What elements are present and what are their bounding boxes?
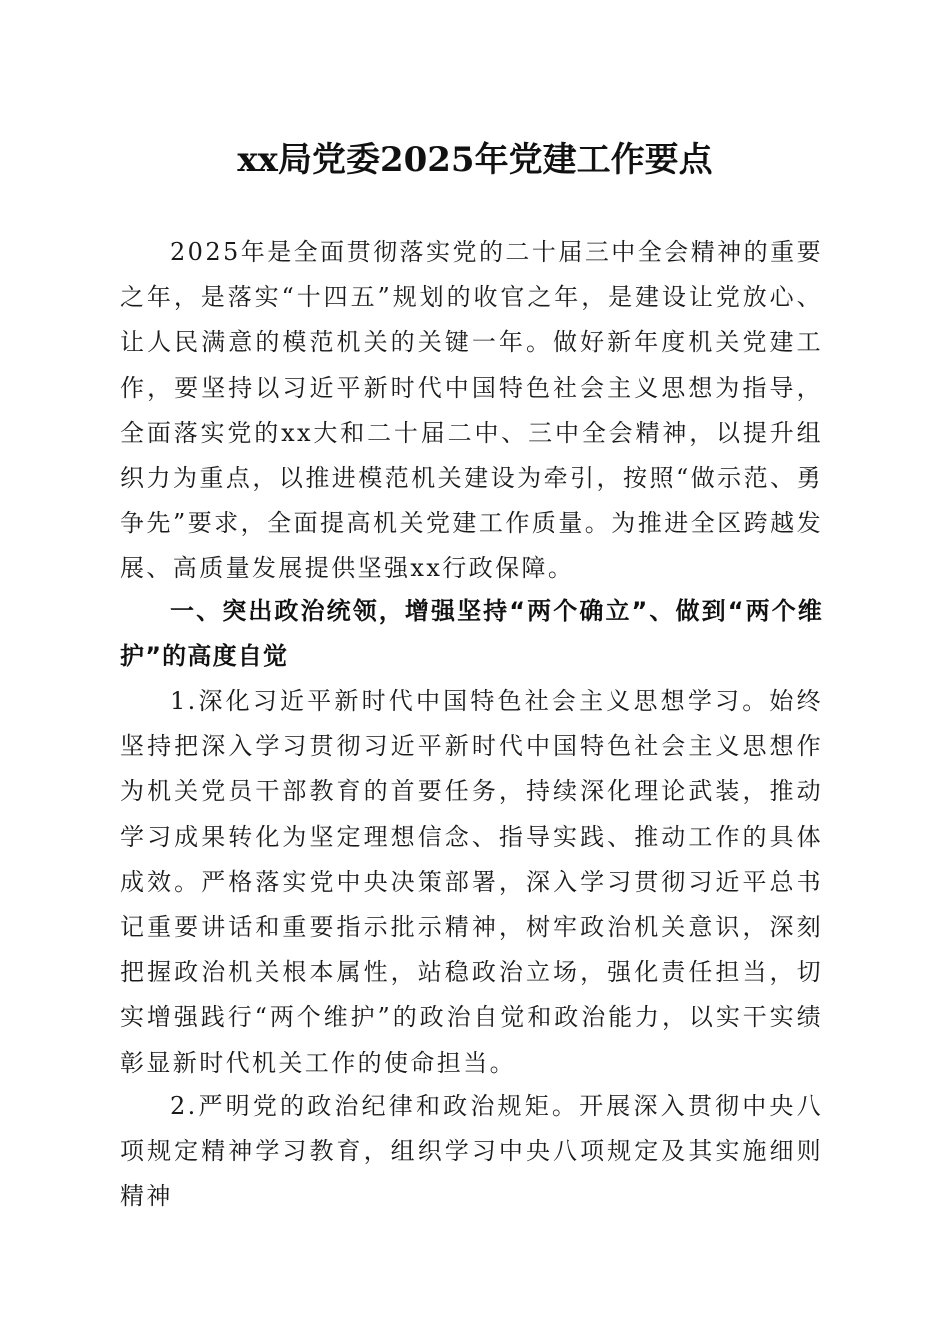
section-1-heading: 一、突出政治统领，增强坚持“两个确立”、做到“两个维护”的高度自觉 [120,597,823,670]
intro-paragraph: 2025年是全面贯彻落实党的二十届三中全会精神的重要之年，是落实“十四五”规划的收官之年，是建设让党放心、让人民满意的模范机关的关键一年。做好新年度机关党建工作，要坚持以习近平新时代中国特色社会主义思想为指导，全面落实党的xx大和二十届二中、三中全会精神，以提升组织力为重点，以推进模范机关建设为牵引，按照“做示范、勇争先”要求，全面提高机关党建工作质量。为推进全区跨越发展、高质量发展提供坚强xx行政保障。 [120,238,823,583]
item-2-paragraph: 2.严明党的政治纪律和政治规矩。开展深入贯彻中央八项规定精神学习教育，组织学习中央八项规定及其实施细则精神 [120,1092,823,1211]
item-1-paragraph: 1.深化习近平新时代中国特色社会主义思想学习。始终坚持把深入学习贯彻习近平新时代中国特色社会主义思想作为机关党员干部教育的首要任务，持续深化理论武装，推动学习成果转化为坚定理想信念、指导实践、推动工作的具体成效。严格落实党中央决策部署，深入学习贯彻习近平总书记重要讲话和重要指示批示精神，树牢政治机关意识，深刻把握政治机关根本属性，站稳政治立场，强化责任担当，切实增强践行“两个维护”的政治自觉和政治能力，以实干实绩彰显新时代机关工作的使命担当。 [120,687,823,1077]
document-title: xx局党委2025年党建工作要点 [237,140,713,180]
